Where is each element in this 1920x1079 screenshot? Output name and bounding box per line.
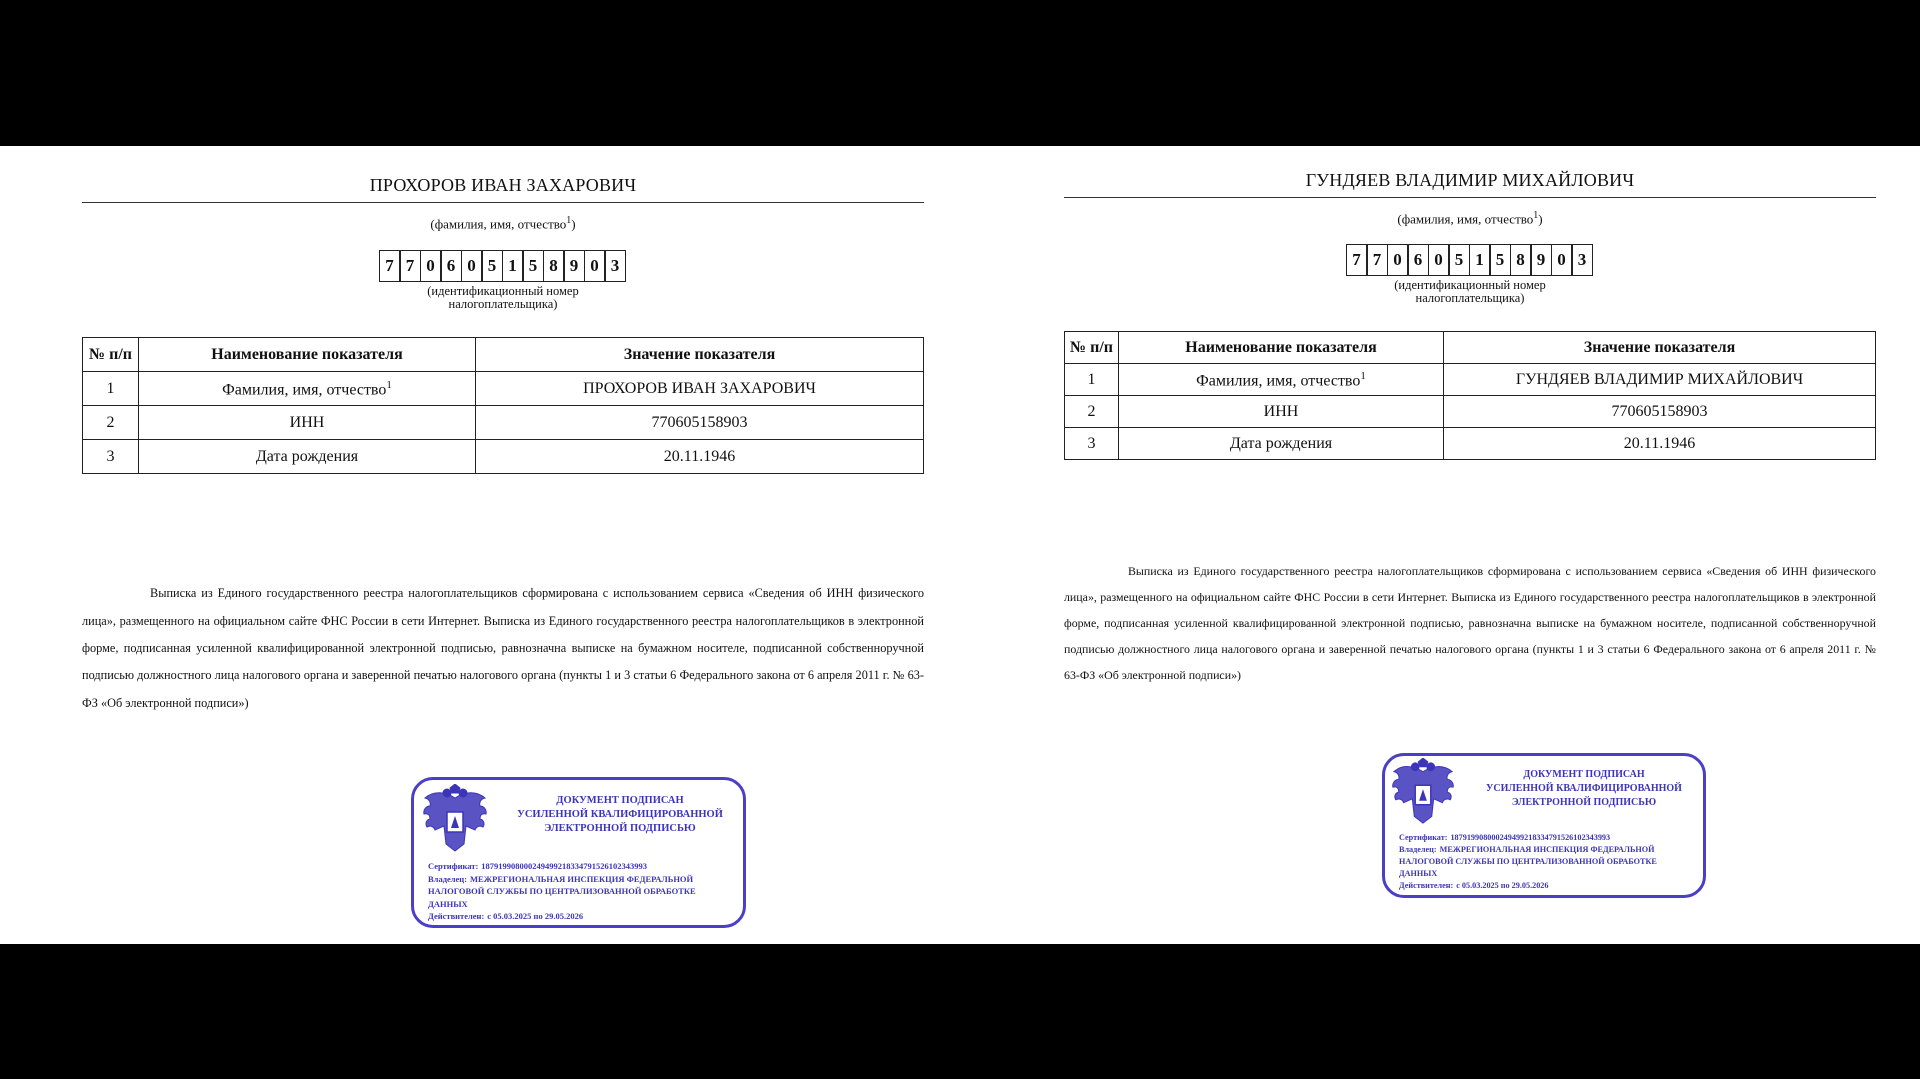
row-value-birth-date: 20.11.1946: [476, 440, 924, 474]
table-header-row: [1065, 332, 1876, 364]
inn-digit: 1: [502, 250, 524, 282]
table-row: [1065, 396, 1876, 428]
inn-digit-boxes: [1064, 244, 1876, 276]
certificate-number: 187919908000249499218334791526102343993: [481, 861, 648, 871]
inn-digit: 7: [399, 250, 421, 282]
inn-digit: 7: [1346, 244, 1368, 276]
header-indicator-value: Значение показателя: [476, 338, 924, 372]
inn-digit: 0: [461, 250, 483, 282]
row-number: 2: [83, 406, 139, 440]
full-name-underline: [1064, 197, 1876, 198]
inn-digit: 0: [1428, 244, 1450, 276]
inn-digit: 8: [543, 250, 565, 282]
row-number: 1: [83, 372, 139, 406]
inn-digit: 5: [522, 250, 544, 282]
russian-coat-of-arms-icon: [420, 784, 490, 863]
row-label: Фамилия, имя, отчество$^1$: [139, 372, 476, 406]
row-value-full-name: ГУНДЯЕВ ВЛАДИМИР МИХАЙЛОВИЧ: [1444, 364, 1876, 396]
table-row: [83, 406, 924, 440]
header-indicator-name: Наименование показателя: [1119, 332, 1444, 364]
certificate-owner: МЕЖРЕГИОНАЛЬНАЯ ИНСПЕКЦИЯ ФЕДЕРАЛЬНОЙ НАЛОГОВОЙ СЛУЖБЫ ПО ЦЕНТРАЛИЗОВАННОЙ ОБРАБОТКЕ ДАННЫХ: [428, 873, 696, 909]
full-name-caption: (фамилия, имя, отчество$^1$): [1397, 210, 1543, 227]
header-indicator-value: Значение показателя: [1444, 332, 1876, 364]
full-name-heading: ГУНДЯЕВ ВЛАДИМИР МИХАЙЛОВИЧ: [1305, 170, 1635, 190]
row-label: ИНН: [139, 406, 476, 440]
row-label: Дата рождения: [139, 440, 476, 474]
inn-digit: 5: [1448, 244, 1470, 276]
full-name-underline: [82, 202, 924, 203]
row-value-inn: 770605158903: [476, 406, 924, 440]
electronic-signature-stamp: [411, 777, 746, 928]
certificate-number: 187919908000249499218334791526102343993: [1450, 833, 1611, 842]
inn-digit: 0: [1387, 244, 1409, 276]
header-num: № п/п: [83, 338, 139, 372]
table-row: [83, 372, 924, 406]
header-num: № п/п: [1065, 332, 1119, 364]
row-label: ИНН: [1119, 396, 1444, 428]
certificate-owner: МЕЖРЕГИОНАЛЬНАЯ ИНСПЕКЦИЯ ФЕДЕРАЛЬНОЙ НАЛОГОВОЙ СЛУЖБЫ ПО ЦЕНТРАЛИЗОВАННОЙ ОБРАБОТКЕ ДАННЫХ: [1399, 845, 1657, 878]
stamp-certificate-details: Сертификат: 187919908000249499218334791526102343993 Владелец: МЕЖРЕГИОНАЛЬНАЯ ИНСПЕКЦИЯ ФЕДЕРАЛЬНОЙ НАЛОГОВОЙ СЛУЖБЫ ПО ЦЕНТРАЛИЗОВАННОЙ ОБРАБОТКЕ ДАННЫХ Действителен: с 05.03.2025 по 29.05.2026: [428, 861, 696, 921]
inn-digit: 9: [563, 250, 585, 282]
row-number: 1: [1065, 364, 1119, 396]
row-number: 3: [83, 440, 139, 474]
legal-statement: Выписка из Единого государственного реестра налогоплательщиков сформирована с использованием сервиса «Сведения об ИНН физического лица», размещенного на официальном сайте ФНС России в сети Интернет. Выписка из Единого государственного реестра налогоплательщиков в электронной форме, подписанная усиленной квалифицированной электронной подписью, равнозначна выписке на бумажном носителе, подписанной собственноручной подписью должностного лица налогового органа и заверенной печатью налогового органа (пункты 1 и 3 статьи 6 Федерального закона от 6 апреля 2011 г. № 63-ФЗ «Об электронной подписи»): [1064, 564, 1876, 683]
inn-digit: 0: [420, 250, 442, 282]
row-label: Дата рождения: [1119, 428, 1444, 460]
russian-coat-of-arms-icon: [1389, 758, 1457, 835]
taxpayer-info-table: [1064, 331, 1876, 460]
inn-digit: 3: [604, 250, 626, 282]
certificate-validity: с 05.03.2025 по 29.05.2026: [1456, 881, 1549, 890]
inn-digit: 5: [1489, 244, 1511, 276]
inn-digit: 9: [1530, 244, 1552, 276]
table-header-row: [83, 338, 924, 372]
row-number: 2: [1065, 396, 1119, 428]
table-row: [1065, 364, 1876, 396]
inn-digit: 6: [440, 250, 462, 282]
inn-digit: 7: [379, 250, 401, 282]
table-row: [1065, 428, 1876, 460]
tax-extract-document-left: [82, 146, 924, 717]
inn-caption: (идентификационный номер налогоплательщика): [427, 284, 579, 312]
inn-digit: 0: [584, 250, 606, 282]
row-label: Фамилия, имя, отчество$^1$: [1119, 364, 1444, 396]
row-value-full-name: ПРОХОРОВ ИВАН ЗАХАРОВИЧ: [476, 372, 924, 406]
row-value-inn: 770605158903: [1444, 396, 1876, 428]
certificate-validity: с 05.03.2025 по 29.05.2026: [487, 911, 584, 921]
stamp-certificate-details: Сертификат: 187919908000249499218334791526102343993 Владелец: МЕЖРЕГИОНАЛЬНАЯ ИНСПЕКЦИЯ ФЕДЕРАЛЬНОЙ НАЛОГОВОЙ СЛУЖБЫ ПО ЦЕНТРАЛИЗОВАННОЙ ОБРАБОТКЕ ДАННЫХ Действителен: с 05.03.2025 по 29.05.2026: [1399, 833, 1657, 890]
legal-statement: Выписка из Единого государственного реестра налогоплательщиков сформирована с использованием сервиса «Сведения об ИНН физического лица», размещенного на официальном сайте ФНС России в сети Интернет. Выписка из Единого государственного реестра налогоплательщиков в электронной форме, подписанная усиленной квалифицированной электронной подписью, равнозначна выписке на бумажном носителе, подписанной собственноручной подписью должностного лица налогового органа и заверенной печатью налогового органа (пункты 1 и 3 статьи 6 Федерального закона от 6 апреля 2011 г. № 63-ФЗ «Об электронной подписи»): [82, 586, 924, 710]
row-number: 3: [1065, 428, 1119, 460]
inn-digit: 0: [1551, 244, 1573, 276]
inn-digit: 6: [1407, 244, 1429, 276]
row-value-birth-date: 20.11.1946: [1444, 428, 1876, 460]
inn-digit: 1: [1469, 244, 1491, 276]
inn-caption: (идентификационный номер налогоплательщика): [1394, 278, 1546, 306]
inn-digit: 3: [1571, 244, 1593, 276]
inn-digit-boxes: [82, 250, 924, 282]
stamp-heading: ДОКУМЕНТ ПОДПИСАН УСИЛЕННОЙ КВАЛИФИЦИРОВАННОЙ ЭЛЕКТРОННОЙ ПОДПИСЬЮ: [517, 795, 723, 834]
electronic-signature-stamp: [1382, 753, 1706, 898]
taxpayer-info-table: [82, 337, 924, 474]
full-name-caption: (фамилия, имя, отчество$^1$): [430, 215, 576, 232]
stamp-heading: ДОКУМЕНТ ПОДПИСАН УСИЛЕННОЙ КВАЛИФИЦИРОВАННОЙ ЭЛЕКТРОННОЙ ПОДПИСЬЮ: [1486, 769, 1682, 808]
table-row: [83, 440, 924, 474]
header-indicator-name: Наименование показателя: [139, 338, 476, 372]
inn-digit: 5: [481, 250, 503, 282]
tax-extract-document-right: [1064, 146, 1876, 688]
inn-digit: 8: [1510, 244, 1532, 276]
inn-digit: 7: [1366, 244, 1388, 276]
full-name-heading: ПРОХОРОВ ИВАН ЗАХАРОВИЧ: [369, 175, 637, 195]
